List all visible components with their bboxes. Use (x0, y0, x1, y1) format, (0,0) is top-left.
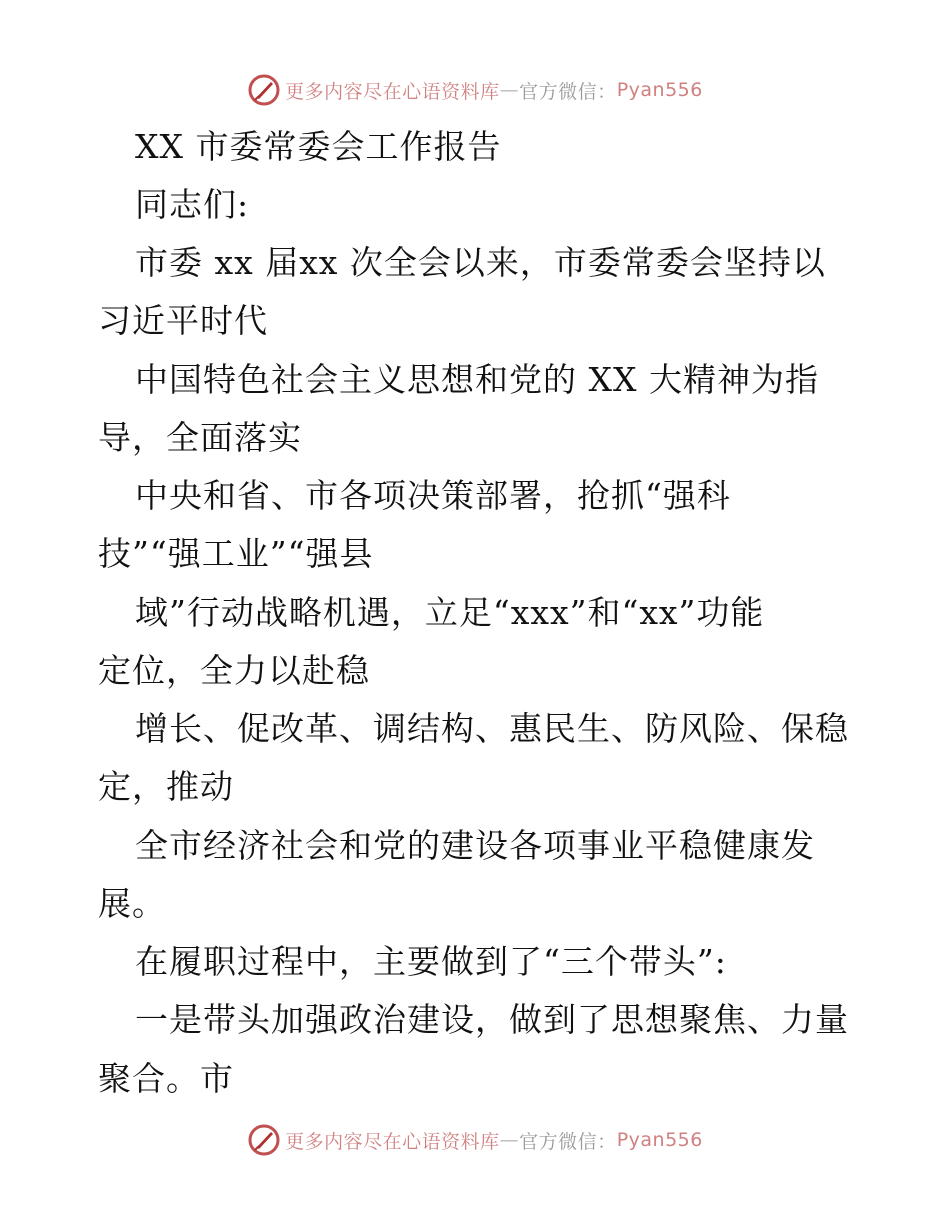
paragraph-line: 在履职过程中，主要做到了“三个带头”: (135, 942, 727, 981)
watermark-wechat-label: 官方微信： (519, 1130, 617, 1153)
paragraph-line: 一是带头加强政治建设，做到了思想聚焦、力量 (135, 1000, 849, 1039)
watermark-footer (0, 1120, 950, 1160)
watermark-separator: — (499, 1129, 520, 1151)
paragraph-line: 市委 xx 届xx 次全会以来，市委常委会坚持以 (135, 243, 826, 282)
paragraph-line: 域”行动战略机遇，立足“xxx”和“xx”功能 (135, 593, 765, 632)
salutation: 同志们: (135, 185, 250, 224)
watermark-wechat-id: Pyan556 (616, 79, 703, 101)
paragraph-line: 定，推动 (98, 767, 234, 806)
document-title: XX 市委常委会工作报告 (135, 127, 502, 166)
paragraph-line: 导，全面落实 (98, 418, 302, 457)
watermark-text: 更多内容尽在心语资料库 (285, 80, 500, 103)
paragraph-line: 中央和省、市各项决策部署，抢抓“强科 (135, 476, 731, 515)
paragraph-line: 增长、促改革、调结构、惠民生、防风险、保稳 (135, 709, 849, 748)
paragraph-line: 全市经济社会和党的建设各项事业平稳健康发 (135, 826, 815, 865)
paragraph-line: 定位，全力以赴稳 (98, 651, 370, 690)
watermark-wechat-label: 官方微信： (519, 80, 617, 103)
watermark-text: 更多内容尽在心语资料库 (285, 1130, 500, 1153)
paragraph-line: 中国特色社会主义思想和党的 XX 大精神为指 (135, 360, 819, 399)
watermark-separator: — (499, 79, 520, 101)
paragraph-line: 聚合。市 (98, 1059, 234, 1098)
quill-logo-icon (247, 1123, 281, 1157)
quill-logo-icon (247, 73, 281, 107)
paragraph-line: 展。 (98, 884, 166, 923)
paragraph-line: 习近平时代 (98, 301, 268, 340)
watermark-header (0, 70, 950, 110)
watermark-wechat-id: Pyan556 (616, 1129, 703, 1151)
paragraph-line: 技”“强工业”“强县 (98, 534, 374, 573)
